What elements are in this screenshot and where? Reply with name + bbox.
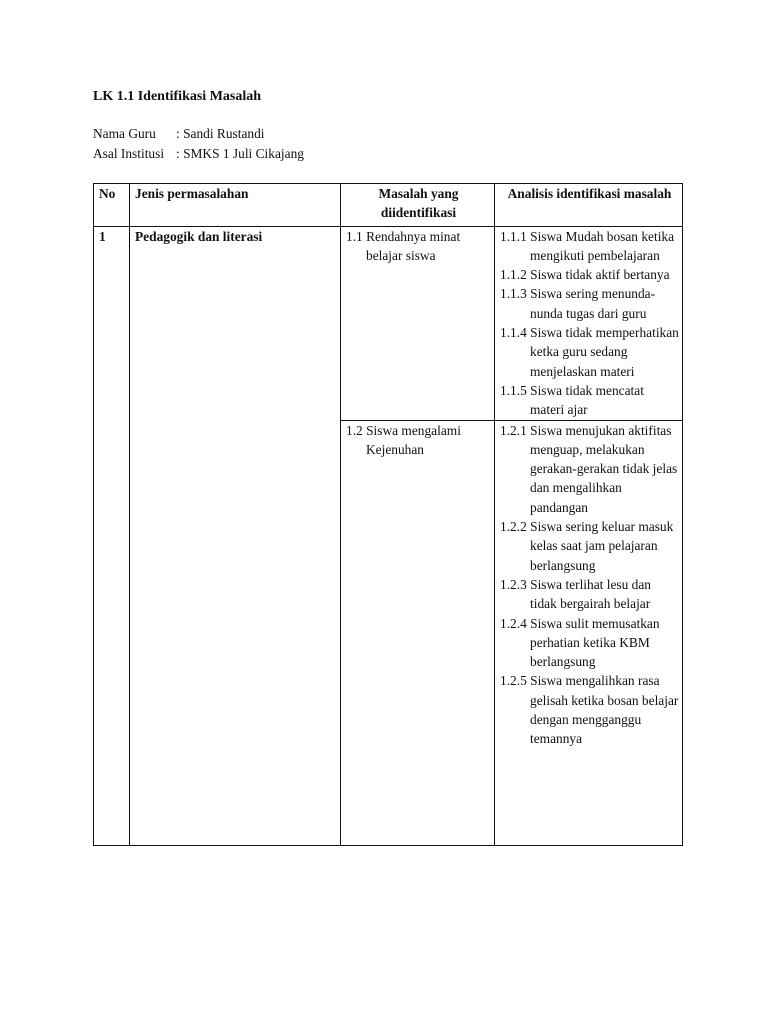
masalah-item: 1.2 Siswa mengalami Kejenuhan (346, 422, 461, 457)
analisis-item: 1.1.1 Siswa Mudah bosan ketika mengikuti pembelajaran (500, 228, 675, 263)
analisis-item: 1.2.1 Siswa menujukan aktifitas menguap, melakukan gerakan-gerakan tidak jelas dan mengalihkan pandangan (500, 422, 678, 515)
table-row (94, 226, 683, 420)
analisis-cell (495, 420, 683, 845)
header-no: No (94, 184, 130, 227)
document-meta (93, 124, 304, 163)
analisis-item: 1.2.5 Siswa mengalihkan rasa gelisah ketika bosan belajar dengan mengganggu temannya (500, 673, 679, 747)
guru-label: Nama Guru (93, 126, 156, 141)
meta-row-institusi (93, 144, 304, 164)
header-jenis: Jenis permasalahan (130, 184, 341, 227)
header-analisis: Analisis identifikasi masalah (495, 184, 683, 227)
analisis-item: 1.2.2 Siswa sering keluar masuk kelas saat jam pelajaran berlangsung (500, 519, 674, 573)
analisis-item: 1.2.4 Siswa sulit memusatkan perhatian ketika KBM berlangsung (500, 615, 660, 670)
analisis-item: 1.1.5 Siswa tidak mencatat materi ajar (500, 382, 644, 418)
analisis-item: 1.1.2 Siswa tidak aktif bertanya (500, 267, 670, 283)
institusi-value: : SMKS 1 Juli Cikajang (176, 145, 304, 161)
analisis-item: 1.2.3 Siswa terlihat lesu dan tidak bergairah belajar (500, 576, 651, 612)
meta-row-guru (93, 124, 304, 144)
table-header-row (94, 184, 683, 227)
analisis-item: 1.1.3 Siswa sering menunda-nunda tugas dari guru (500, 286, 656, 321)
header-masalah: Masalah yang diidentifikasi (341, 184, 495, 227)
page-title: LK 1.1 Identifikasi Masalah (93, 89, 262, 104)
masalah-cell (341, 226, 495, 420)
masalah-cell (341, 420, 495, 845)
row-no: 1 (94, 226, 130, 845)
identification-table (93, 183, 683, 846)
institusi-label: Asal Institusi (93, 145, 165, 161)
masalah-item: 1.1 Rendahnya minat belajar siswa (346, 228, 461, 263)
analisis-cell (495, 226, 683, 420)
analisis-item: 1.1.4 Siswa tidak memperhatikan ketka guru sedang menjelaskan materi (500, 325, 679, 379)
guru-value: : Sandi Rustandi (176, 126, 265, 141)
row-jenis: Pedagogik dan literasi (130, 226, 341, 845)
